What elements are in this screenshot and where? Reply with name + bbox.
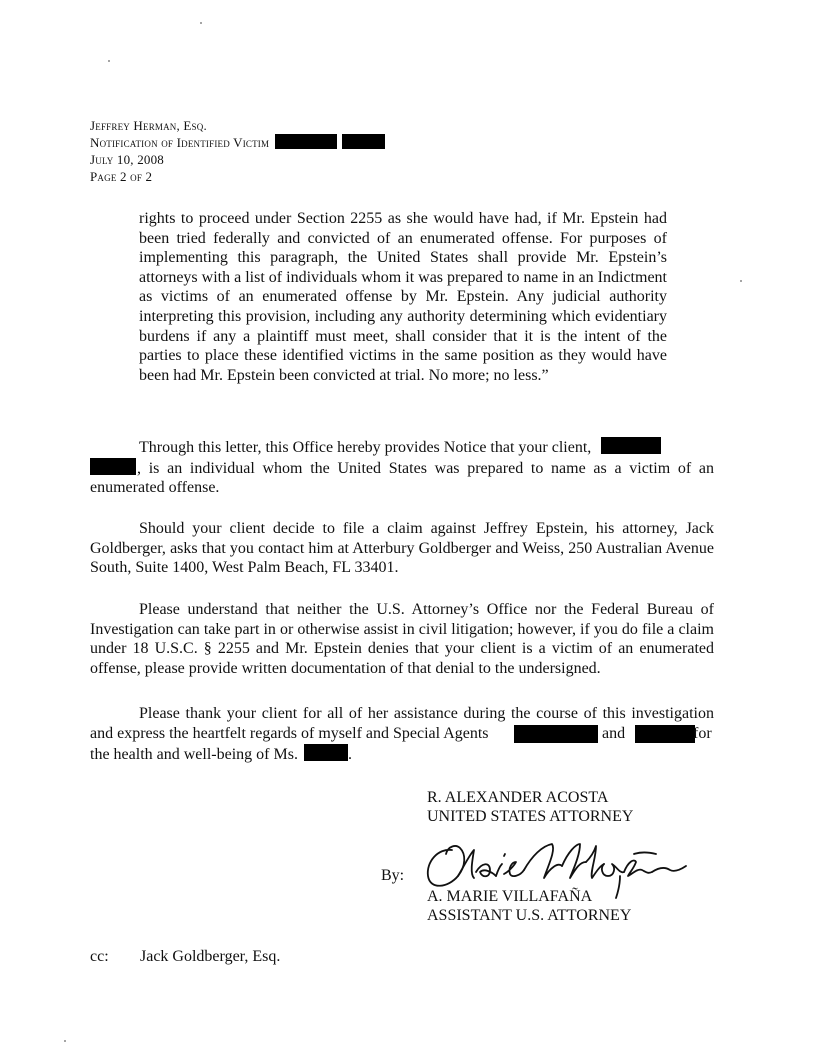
- redaction-block: [635, 725, 695, 743]
- thanks-text-line2: and express the heartfelt regards of myself and Special Agents: [90, 725, 489, 742]
- redaction-block: [304, 744, 348, 761]
- civil-litigation-paragraph: [90, 600, 714, 678]
- signer-name: A. MARIE VILLAFAÑA: [427, 888, 593, 905]
- cc-line: [90, 948, 281, 966]
- header-subject-line: [90, 134, 385, 151]
- scan-speck: [200, 22, 202, 24]
- thanks-for: for: [693, 725, 712, 742]
- claim-text: Should your client decide to file a claim against Jeffrey Epstein, his attorney, Jack Goldberger, asks that you contact him at Atterbury Goldberger and Weiss, 250 Australian Avenue South, Suite 1400, West Palm Beach, FL 33401.: [90, 520, 714, 577]
- notice-text-after: , is an individual whom the United States was prepared to name as a victim of an enumerated offense.: [90, 459, 714, 497]
- thanks-end: .: [347, 746, 352, 763]
- redaction-block: [514, 725, 598, 743]
- cc-name: Jack Goldberger, Esq.: [140, 948, 281, 965]
- thanks-text-line3: the health and well-being of Ms.: [90, 746, 298, 763]
- civil-litigation-text: Please understand that neither the U.S. Attorney’s Office nor the Federal Bureau of Investigation can take part in or otherwise assist in civil litigation; however, if you do file a claim under 18 U.S.C. § 2255 and Mr. Epstein denies that your client is a victim of an enumerated offense, please provide written documentation of that denial to the undersigned.: [90, 601, 714, 677]
- signer-title: ASSISTANT U.S. ATTORNEY: [427, 907, 632, 924]
- thanks-paragraph: [90, 704, 714, 764]
- quoted-paragraph: rights to proceed under Section 2255 as she would have had, if Mr. Epstein had been tried federally and convicted of an enumerated offense. For purposes of implementing this paragraph, the United States shall provide Mr. Epstein’s attorneys with a list of individuals whom it was prepared to name in an Indictment as victims of an enumerated offense by Mr. Epstein. Any judicial authority interpreting this provision, including any authority determining which evidentiary burdens if any a plaintiff must meet, shall consider that it is the intent of the parties to place these identified victims in the same position as they would have been had Mr. Epstein been convicted at trial. No more; no less.”: [139, 210, 667, 384]
- thanks-and: and: [602, 725, 626, 742]
- notice-text-before: Through this letter, this Office hereby provides Notice that your client,: [139, 439, 592, 456]
- scan-speck: [740, 280, 742, 282]
- redaction-block: [90, 458, 136, 475]
- us-attorney-title: UNITED STATES ATTORNEY: [427, 808, 634, 825]
- cc-label: cc:: [90, 948, 109, 965]
- thanks-text-line1: Please thank your client for all of her assistance during the course of this investigation: [139, 705, 714, 722]
- header-attorney: Jeffrey Herman, Esq.: [90, 118, 207, 133]
- redaction-block: [601, 437, 661, 454]
- header-subject: Notification of Identified Victim: [90, 135, 270, 150]
- scan-speck: [108, 60, 110, 62]
- claim-paragraph: [90, 519, 714, 578]
- letter-header: [90, 117, 385, 185]
- redaction-block: [342, 134, 385, 149]
- redaction-block: [275, 134, 337, 149]
- header-page: Page 2 of 2: [90, 169, 153, 184]
- notice-paragraph: [90, 437, 714, 498]
- us-attorney-name: R. ALEXANDER ACOSTA: [427, 789, 609, 806]
- by-label: By:: [381, 867, 405, 884]
- header-date: July 10, 2008: [90, 152, 165, 167]
- scan-speck: [64, 1040, 66, 1042]
